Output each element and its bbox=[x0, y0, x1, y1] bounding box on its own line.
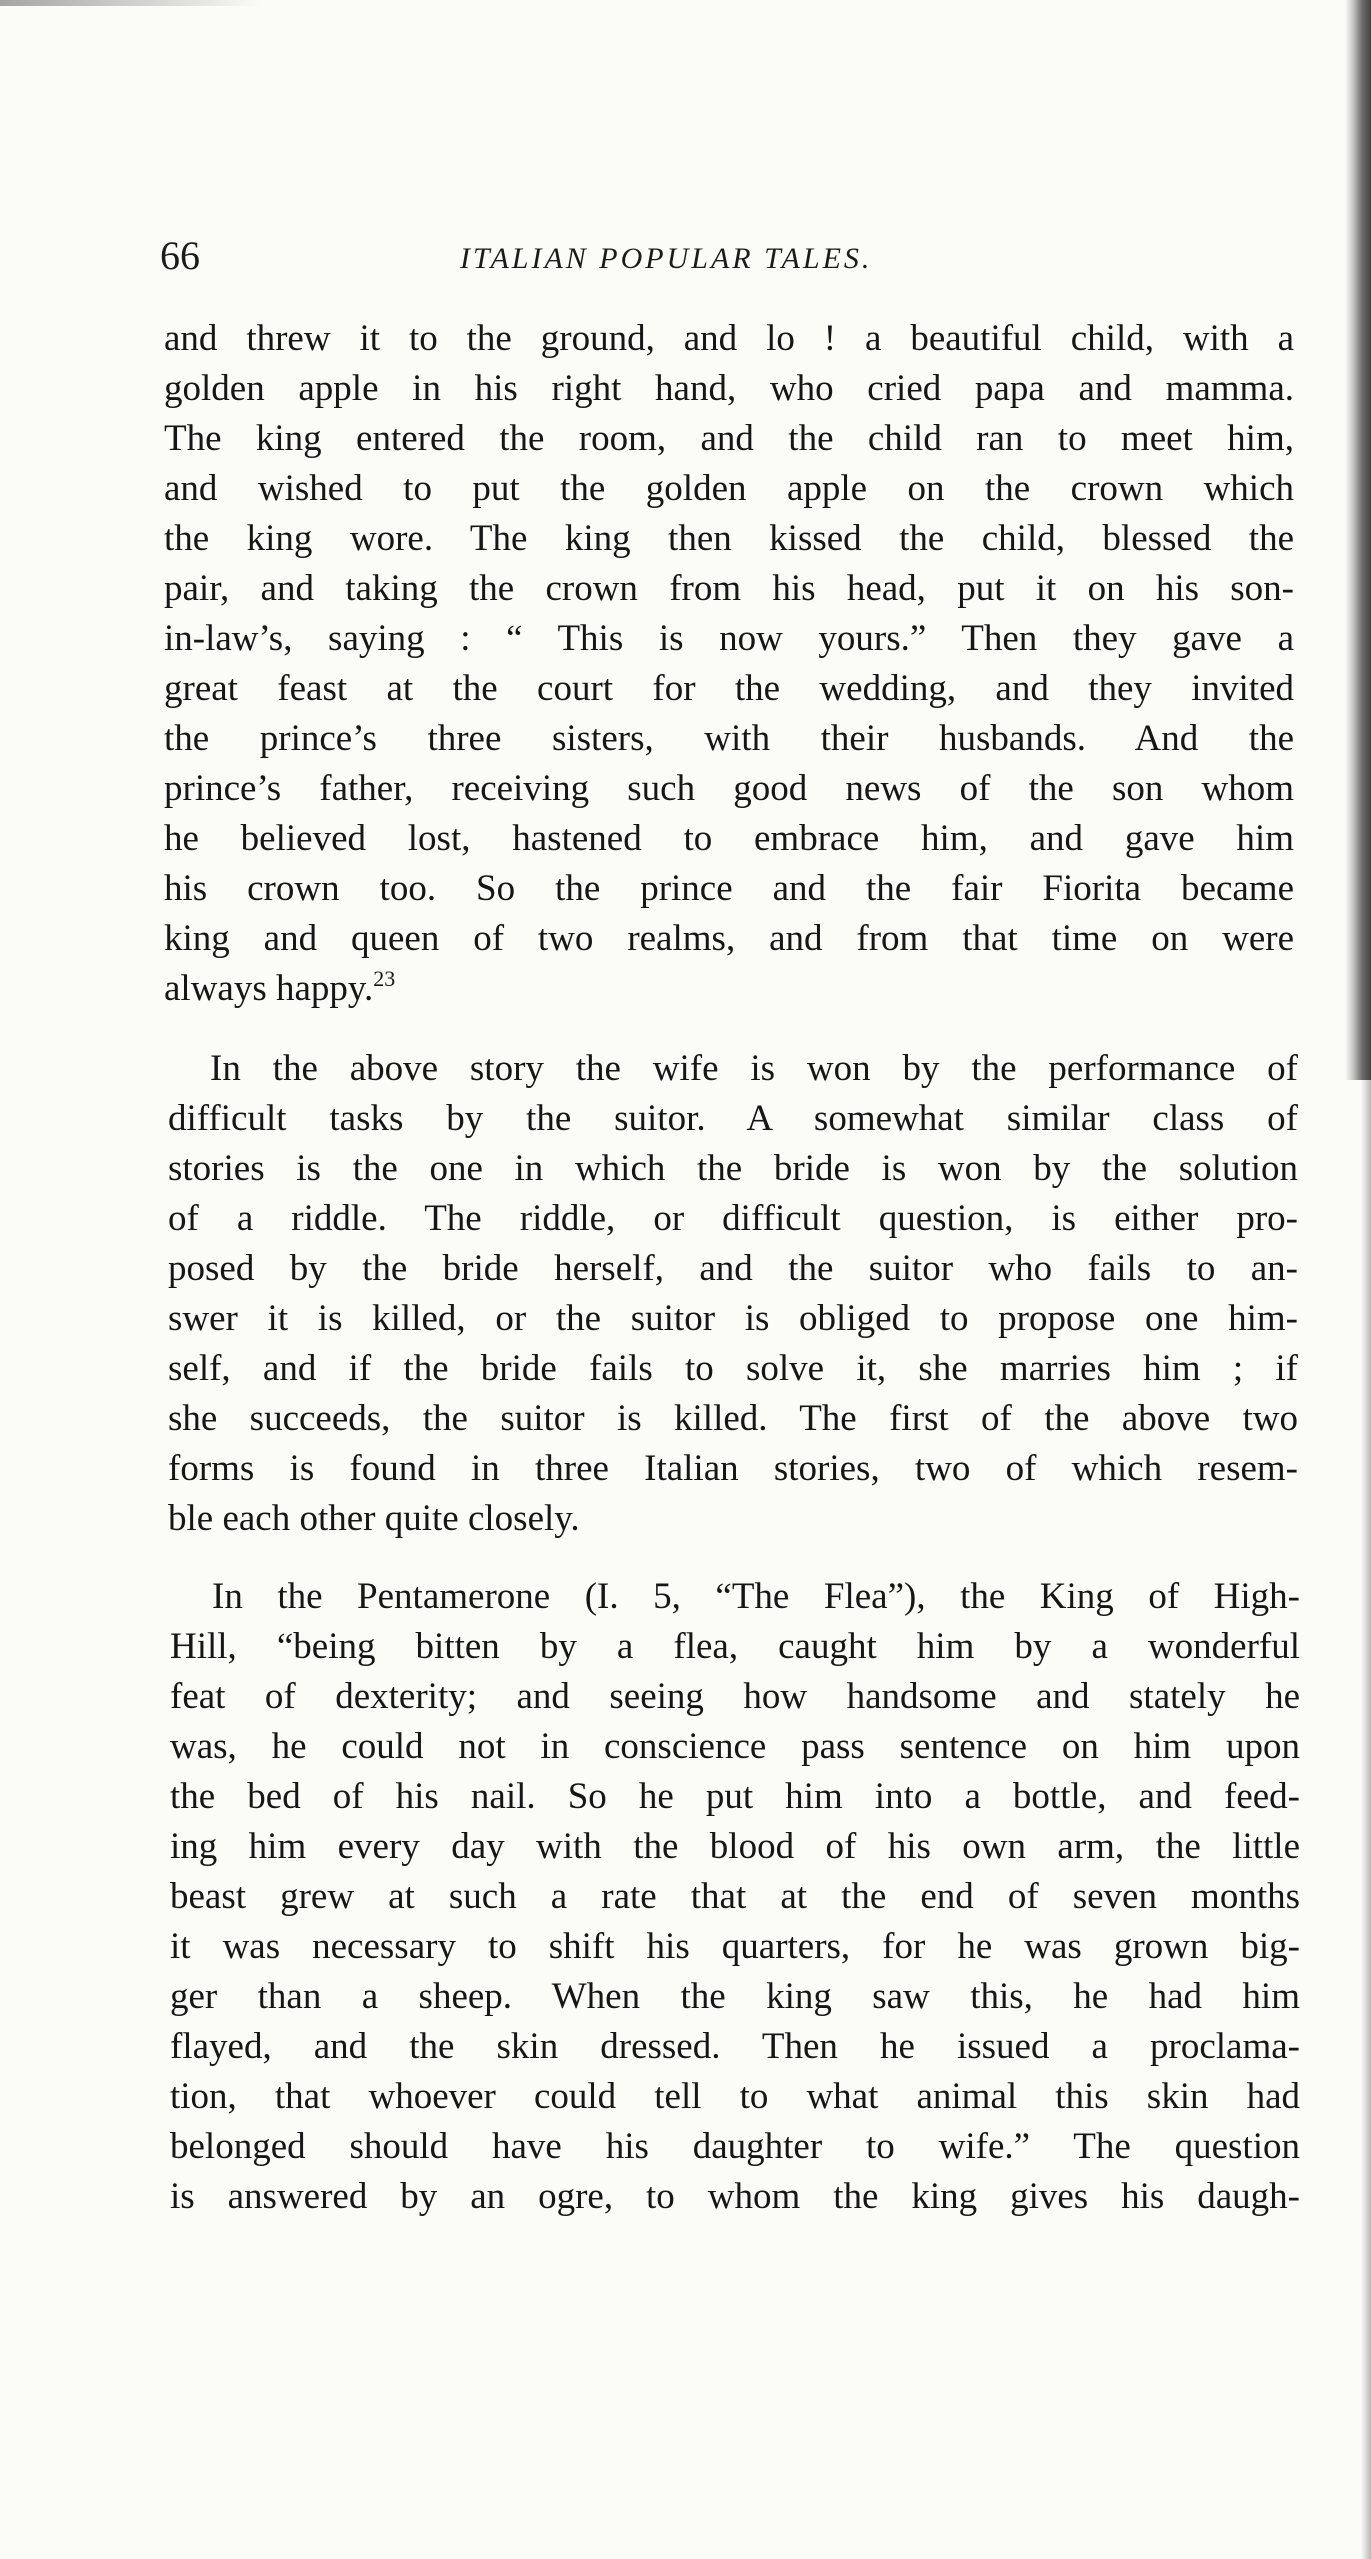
text-line: ble each other quite closely. bbox=[168, 1498, 580, 1539]
text-line: is answered by an ogre, to whom the king gives his daugh- bbox=[170, 2176, 1300, 2217]
footnote-marker: 23 bbox=[373, 966, 396, 991]
text-line: she succeeds, the suitor is killed. The first of the above two bbox=[168, 1398, 1298, 1439]
text-line: The king entered the room, and the child ran to meet him, bbox=[164, 418, 1294, 459]
paragraph-3 bbox=[170, 1572, 1300, 2222]
page-edge-shadow-lower bbox=[1361, 1080, 1371, 2559]
page-number: 66 bbox=[160, 233, 200, 278]
text-line: Hill, “being bitten by a flea, caught him by a wonderful bbox=[170, 1626, 1300, 1667]
text-line-content: always happy. bbox=[164, 968, 374, 1009]
paragraph-1 bbox=[164, 314, 1294, 1014]
text-line: the prince’s three sisters, with their husbands. And the bbox=[164, 718, 1294, 759]
text-line-content: In the Pentamerone (I. 5, “The Flea”), the King of High- bbox=[212, 1576, 1300, 1617]
text-line: in-law’s, saying : “ This is now yours.” Then they gave a bbox=[164, 618, 1294, 659]
text-line: ing him every day with the blood of his own arm, the little bbox=[170, 1826, 1300, 1867]
text-line: he believed lost, hastened to embrace him, and gave him bbox=[164, 818, 1294, 859]
text-line: and wished to put the golden apple on the crown which bbox=[164, 468, 1294, 509]
text-line: beast grew at such a rate that at the end of seven months bbox=[170, 1876, 1300, 1917]
text-line: golden apple in his right hand, who cried papa and mamma. bbox=[164, 368, 1294, 409]
text-line: pair, and taking the crown from his head, put it on his son- bbox=[164, 568, 1294, 609]
page-edge-shadow bbox=[1345, 0, 1371, 1080]
text-line-last bbox=[164, 964, 1294, 1014]
scan-artifact-top bbox=[0, 0, 260, 6]
text-line: and threw it to the ground, and lo ! a beautiful child, with a bbox=[164, 318, 1294, 359]
text-line: difficult tasks by the suitor. A somewhat similar class of bbox=[168, 1098, 1298, 1139]
text-line: great feast at the court for the wedding, and they invited bbox=[164, 668, 1294, 709]
text-line-first bbox=[168, 1044, 1298, 1094]
text-line: prince’s father, receiving such good news of the son whom bbox=[164, 768, 1294, 809]
text-line: feat of dexterity; and seeing how handsome and stately he bbox=[170, 1676, 1300, 1717]
text-line: tion, that whoever could tell to what animal this skin had bbox=[170, 2076, 1300, 2117]
text-line: forms is found in three Italian stories, two of which resem- bbox=[168, 1448, 1298, 1489]
text-line: it was necessary to shift his quarters, for he was grown big- bbox=[170, 1926, 1300, 1967]
running-head bbox=[160, 232, 1300, 292]
paragraph-2 bbox=[168, 1044, 1298, 1544]
running-title: ITALIAN POPULAR TALES. bbox=[460, 242, 873, 275]
text-line-first bbox=[170, 1572, 1300, 1622]
text-line: stories is the one in which the bride is won by the solution bbox=[168, 1148, 1298, 1189]
text-line: self, and if the bride fails to solve it, she marries him ; if bbox=[168, 1348, 1298, 1389]
text-line: the bed of his nail. So he put him into a bottle, and feed- bbox=[170, 1776, 1300, 1817]
text-line: belonged should have his daughter to wife.” The question bbox=[170, 2126, 1300, 2167]
text-line-content: In the above story the wife is won by the performance of bbox=[210, 1048, 1298, 1089]
text-line: swer it is killed, or the suitor is obliged to propose one him- bbox=[168, 1298, 1298, 1339]
text-line: was, he could not in conscience pass sentence on him upon bbox=[170, 1726, 1300, 1767]
text-line: of a riddle. The riddle, or difficult question, is either pro- bbox=[168, 1198, 1298, 1239]
text-line: king and queen of two realms, and from that time on were bbox=[164, 918, 1294, 959]
text-line: flayed, and the skin dressed. Then he issued a proclama- bbox=[170, 2026, 1300, 2067]
text-line: ger than a sheep. When the king saw this, he had him bbox=[170, 1976, 1300, 2017]
text-line: the king wore. The king then kissed the child, blessed the bbox=[164, 518, 1294, 559]
text-line: his crown too. So the prince and the fair Fiorita became bbox=[164, 868, 1294, 909]
text-line: posed by the bride herself, and the suitor who fails to an- bbox=[168, 1248, 1298, 1289]
